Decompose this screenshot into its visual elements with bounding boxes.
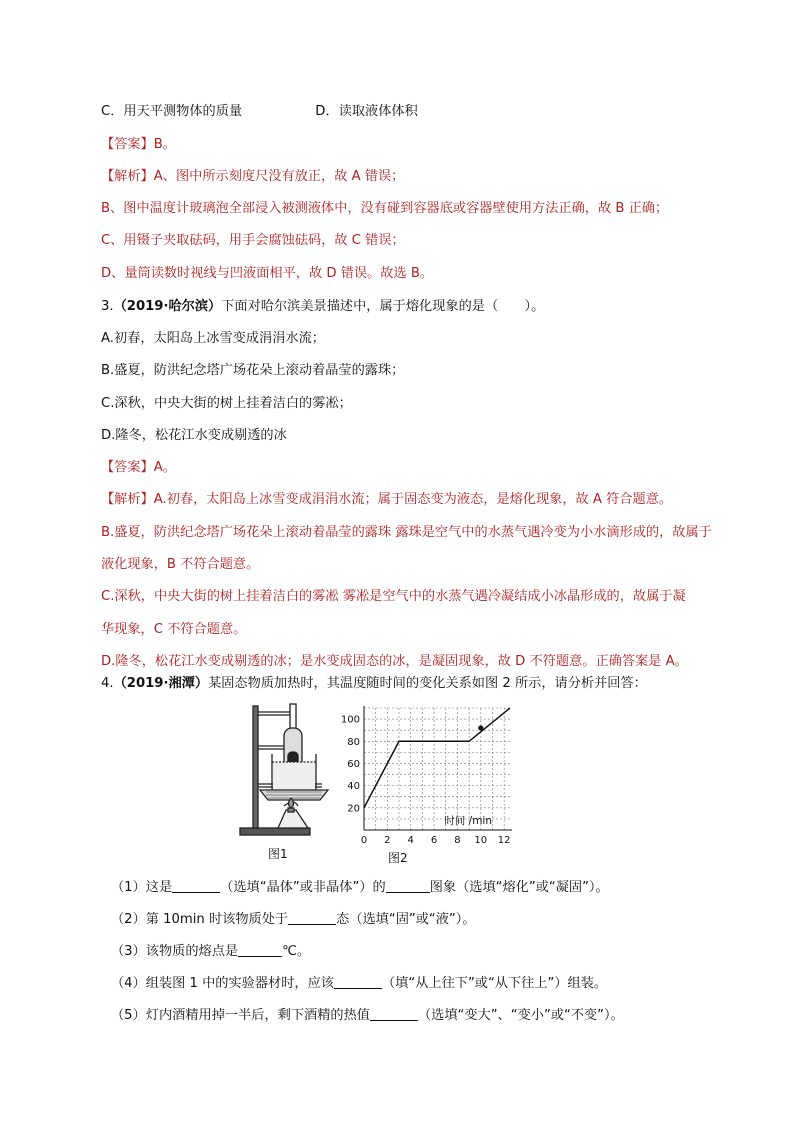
y-tick-label: 80 [347,736,360,748]
x-axis-label: 时间 /min [444,815,492,827]
explain-line-4: D、量筒读数时视线与凹液面相平，故 D 错误。故选 B。 [101,266,434,281]
y-tick-label: 40 [347,781,360,793]
question-3-option-b: B.盛夏，防洪纪念塔广场花朵上滚动着晶莹的露珠； [101,363,405,378]
explain-tag: 【解析】 [101,169,154,184]
figure-2-caption: 图2 [388,851,408,865]
explain-line-1 [101,168,404,186]
question-3-explain-3b: 华现象，C 不符合题意。 [101,622,247,637]
sub-question-2-part-b: 态（选填“固”或“液”）。 [336,912,476,927]
sub-question-1-part-c: 图象（选填“熔化”或“凝固”）。 [429,880,609,895]
sub-question-5-part-b: （选填“变大”、“变小”或“不变”）。 [417,1008,624,1023]
option-c: C．用天平测物体的质量 [101,104,243,119]
question-3-answer-tag: 【答案】 [101,460,154,475]
question-3-explain-2b: 液化现象，B 不符合题意。 [101,557,260,572]
figures [236,702,536,867]
sub-question-2 [111,911,476,929]
x-tick-label: 4 [407,835,414,846]
x-tick-label: 0 [360,835,368,846]
question-3-option-c: C.深秋，中央大街的树上挂着洁白的雾凇； [101,396,352,411]
figure-1-caption: 图1 [268,847,288,861]
question-3-explain-3a: C.深秋，中央大街的树上挂着洁白的雾凇 雾凇是空气中的水蒸气遇冷凝结成小冰晶形成的，故属于凝 [101,589,686,604]
answer-tag: 【答案】 [101,137,154,152]
question-3-answer [101,459,176,477]
question-3-number: 3. [101,299,114,314]
y-tick-label: 100 [340,714,360,726]
figure-1-apparatus [236,702,336,862]
x-tick-label: 10 [474,835,488,846]
sub-question-5-part-a: （5）灯内酒精用掉一半后，剩下酒精的热值 [111,1008,370,1023]
sub-question-3 [111,943,310,961]
series-line [364,708,510,808]
sub-question-2-part-a: （2）第 10min 时该物质处于 [111,912,289,927]
figure-2-chart [332,702,532,867]
sub-question-4-part-a: （4）组装图 1 中的实验器材时，应该 [111,976,334,991]
x-tick-label: 6 [430,835,438,846]
question-3-explain-tag: 【解析】 [101,492,154,507]
sub-question-1-part-b: （选填“晶体”或非晶体”）的 [220,880,386,895]
y-tick-label: 20 [347,803,360,815]
option-d: D．读取液体体积 [315,104,418,119]
question-3-option-a: A.初春，太阳岛上冰雪变成涓涓水流； [101,331,325,346]
blank-6[interactable] [370,1007,418,1021]
question-4-text: 某固态物质加热时，其温度随时间的变化关系如图 2 所示，请分析并回答： [208,676,647,691]
x-tick-label: 8 [454,835,461,846]
explain-line-3: C、用镊子夹取砝码，用手会腐蚀砝码，故 C 错误； [101,233,405,248]
x-tick-label: 2 [384,835,391,846]
x-tick-label: 12 [497,835,511,846]
sub-question-3-part-a: （3）该物质的熔点是 [111,944,239,959]
explain-text: A、图中所示刻度尺没有放正，故 A 错误； [153,169,405,184]
y-tick-label: 60 [347,758,360,770]
blank-4[interactable] [238,943,282,957]
question-4-stem [101,675,647,693]
question-3-answer-text: A。 [153,460,176,475]
question-3-explain-text-1: A.初春，太阳岛上冰雪变成涓涓水流；属于固态变为液态，是熔化现象，故 A 符合题意。 [153,492,673,507]
sub-question-1-part-a: （1）这是 [111,880,173,895]
question-3-explain-1 [101,491,672,509]
sub-question-4-part-b: （填“从上往下”或“从下往上”）组装。 [381,976,608,991]
data-point-marker [478,725,483,730]
answer-line [101,136,176,154]
blank-5[interactable] [334,975,382,989]
question-3-source: （2019·哈尔滨） [113,299,222,314]
blank-2[interactable] [386,879,430,893]
question-3-explain-4: D.隆冬，松花江水变成剔透的冰；是水变成固态的冰，是凝固现象，故 D 不符题意。正确答案是 A。 [101,654,688,669]
blank-1[interactable] [172,879,220,893]
sub-question-5 [111,1007,624,1025]
question-3-option-d: D.隆冬，松花江水变成剔透的冰 [101,428,287,443]
sub-question-1 [111,879,609,897]
question-4-source: （2019·湘潭） [113,676,209,691]
question-3-stem [101,298,544,316]
answer-text: B。 [153,137,176,152]
sub-question-4 [111,975,607,993]
question-3-explain-2a: B.盛夏，防洪纪念塔广场花朵上滚动着晶莹的露珠 露珠是空气中的水蒸气遇冷变为小水滴形成的，故属于 [101,525,712,540]
explain-line-2: B、图中温度计玻璃泡全部浸入被测液体中，没有碰到容器底或容器壁使用方法正确，故 B 正确； [101,201,669,216]
option-c-line [101,103,418,121]
blank-3[interactable] [288,911,336,925]
question-4-number: 4. [101,676,114,691]
sub-question-3-part-b: ℃。 [282,944,311,959]
question-3-text: 下面对哈尔滨美景描述中，属于熔化现象的是（ ）。 [221,299,545,314]
